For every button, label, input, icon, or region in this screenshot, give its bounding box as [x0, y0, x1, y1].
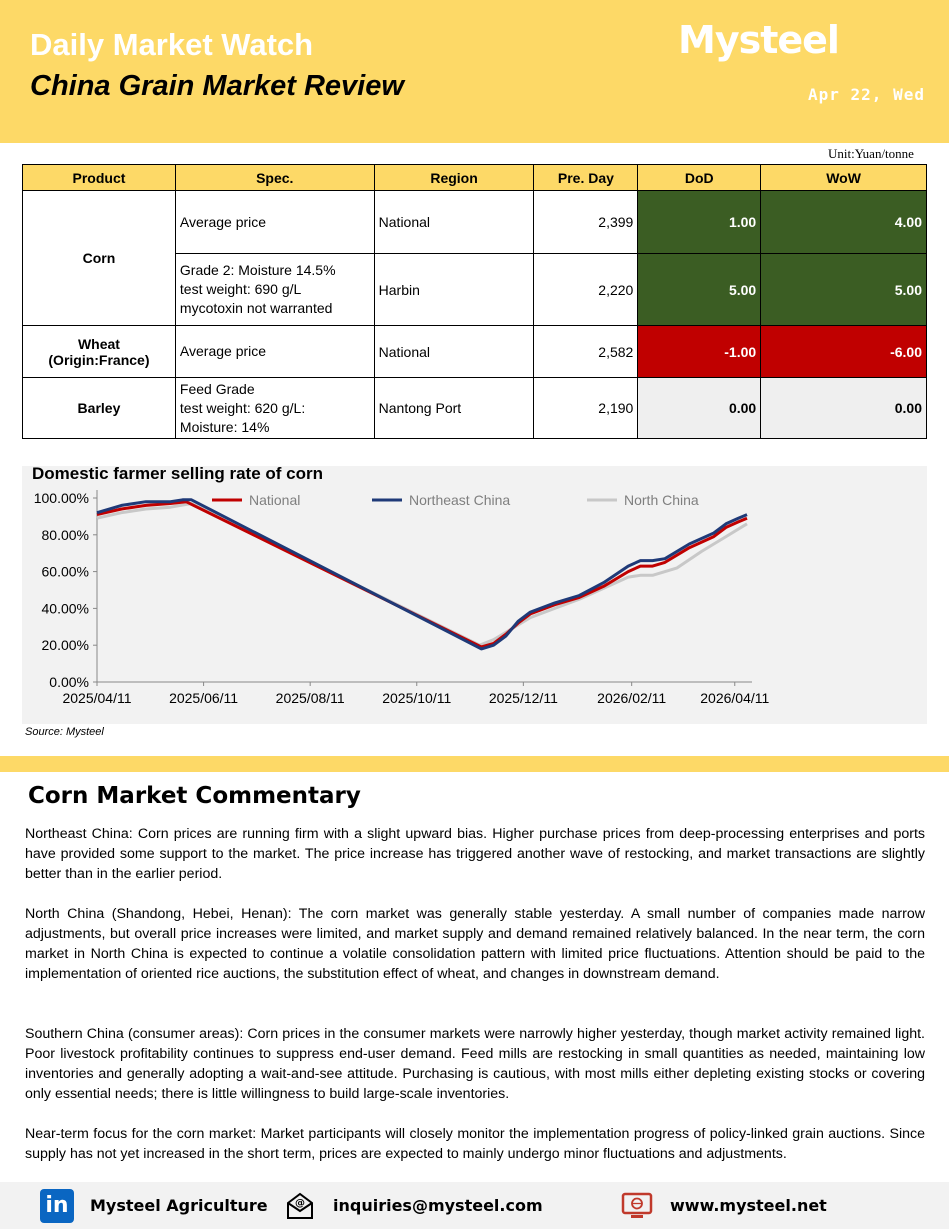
column-header-dod: DoD	[638, 165, 761, 191]
commentary-paragraph-south: Southern China (consumer areas): Corn prices in the consumer markets were narrowly higher yesterday, though market activity remained light. Poor livestock profitability continues to suppress end-user demand. Feed mills are restocking in small quantities as needed, maintaining low inventories and generally adopting a wait-and-see attitude. Purchasing is cautious, with most mills either depleting existing stocks or covering only essential needs; there is little willingness to build large-scale inventories.	[25, 1026, 925, 1102]
pre-day-cell: 2,190	[534, 378, 638, 439]
y-tick-label: 100.00%	[33, 490, 89, 506]
legend-label: Northeast China	[409, 492, 511, 508]
column-header-product: Product	[23, 165, 176, 191]
commentary-paragraph-north: North China (Shandong, Hebei, Henan): The corn market was generally stable yesterday. A small number of companies made narrow adjustments, but overall price increases were limited, and market supply and demand remained relatively balanced. In the near term, the corn market in North China is expected to continue a volatile consolidation pattern with limited price fluctuations. Attention should be paid to the implementation of oriented rice auctions, the substitution effect of wheat, and changes in downstream demand.	[25, 906, 925, 982]
linkedin-icon	[40, 1189, 74, 1223]
footer-email[interactable]	[283, 1182, 543, 1229]
y-tick-label: 0.00%	[49, 674, 89, 690]
web-label: www.mysteel.net	[670, 1196, 827, 1215]
spec-line: mycotoxin not warranted	[179, 300, 333, 316]
web-icon	[620, 1189, 654, 1223]
spec-cell	[175, 191, 374, 254]
region-cell: National	[374, 191, 534, 254]
chart-plot	[22, 466, 927, 724]
price-table	[22, 164, 927, 439]
commentary-paragraph-focus: Near-term focus for the corn market: Market participants will closely monitor the implementation progress of policy-linked grain auctions. Since supply has not yet increased in the short term, prices are expected to mainly undergo minor fluctuations and adjustments.	[25, 1126, 925, 1162]
x-tick-label: 2026/02/11	[597, 690, 667, 706]
product-name-line: (Origin:France)	[48, 351, 150, 368]
legend-label: North China	[624, 492, 699, 508]
product-wheat	[23, 326, 176, 378]
legend-label: National	[249, 492, 301, 508]
dod-cell: 5.00	[638, 254, 761, 326]
report-title: Daily Market Watch	[30, 27, 314, 62]
table-row	[23, 378, 927, 439]
wow-cell: 0.00	[761, 378, 927, 439]
footer-linkedin[interactable]	[40, 1182, 268, 1229]
wow-cell: 4.00	[761, 191, 927, 254]
pre-day-cell: 2,220	[534, 254, 638, 326]
section-divider	[0, 756, 949, 772]
product-barley: Barley	[23, 378, 176, 439]
linkedin-label: Mysteel Agriculture	[90, 1196, 268, 1215]
column-header-wow: WoW	[761, 165, 927, 191]
x-tick-label: 2025/12/11	[488, 690, 558, 706]
table-row	[23, 191, 927, 254]
commentary-title: Corn Market Commentary	[28, 783, 361, 809]
column-header-pre-day: Pre. Day	[534, 165, 638, 191]
y-tick-label: 20.00%	[41, 637, 89, 654]
spec-line: Average price	[179, 213, 267, 230]
svg-text:@: @	[295, 1197, 305, 1209]
table-header-row	[23, 165, 927, 191]
mysteel-logo: Mysteel	[678, 18, 839, 62]
chart-source: Source: Mysteel	[25, 726, 104, 738]
wow-cell: 5.00	[761, 254, 927, 326]
spec-line: Feed Grade	[179, 380, 255, 397]
spec-line: Average price	[179, 343, 267, 359]
y-tick-label: 60.00%	[41, 563, 89, 580]
report-header	[0, 0, 949, 143]
report-date: Apr 22, Wed	[808, 85, 925, 104]
spec-line: test weight: 620 g/L:	[179, 399, 306, 416]
chart-title: Domestic farmer selling rate of corn	[32, 464, 323, 483]
product-name-line: Wheat	[77, 335, 120, 352]
dod-cell: 1.00	[638, 191, 761, 254]
email-icon	[283, 1189, 317, 1223]
spec-cell	[175, 326, 374, 378]
x-tick-label: 2026/04/11	[700, 690, 770, 706]
unit-label: Unit:Yuan/tonne	[828, 146, 914, 161]
x-tick-label: 2025/06/11	[169, 690, 239, 706]
x-tick-label: 2025/04/11	[62, 690, 132, 706]
pre-day-cell: 2,399	[534, 191, 638, 254]
product-corn: Corn	[23, 191, 176, 326]
x-tick-label: 2025/10/11	[382, 690, 452, 706]
spec-line: Moisture: 14%	[179, 418, 270, 435]
selling-rate-chart	[22, 466, 927, 724]
region-cell: Nantong Port	[374, 378, 534, 439]
footer	[0, 1182, 949, 1229]
spec-cell	[175, 378, 374, 439]
email-label: inquiries@mysteel.com	[333, 1196, 543, 1215]
report-subtitle: China Grain Market Review	[30, 70, 404, 102]
series-line-north-china	[97, 504, 747, 646]
commentary-paragraph-northeast: Northeast China: Corn prices are running firm with a slight upward bias. Higher purchase prices from deep-processing enterprises and ports have provided some support to the market. The price increase has triggered another wave of restocking, and market transactions are slightly better than in the earlier period.	[25, 826, 925, 882]
dod-cell: -1.00	[638, 326, 761, 378]
spec-line: Grade 2: Moisture 14.5%	[179, 262, 336, 278]
linkedin-icon-text: in	[45, 1193, 69, 1218]
column-header-spec: Spec.	[175, 165, 374, 191]
pre-day-cell: 2,582	[534, 326, 638, 378]
region-cell: Harbin	[374, 254, 534, 326]
spec-cell	[175, 254, 374, 326]
wow-cell: -6.00	[761, 326, 927, 378]
footer-web[interactable]	[620, 1182, 827, 1229]
y-tick-label: 40.00%	[41, 600, 89, 617]
x-tick-label: 2025/08/11	[275, 690, 345, 706]
y-tick-label: 80.00%	[41, 526, 89, 543]
dod-cell: 0.00	[638, 378, 761, 439]
spec-line: test weight: 690 g/L	[179, 281, 302, 297]
region-cell: National	[374, 326, 534, 378]
table-row	[23, 326, 927, 378]
column-header-region: Region	[374, 165, 534, 191]
